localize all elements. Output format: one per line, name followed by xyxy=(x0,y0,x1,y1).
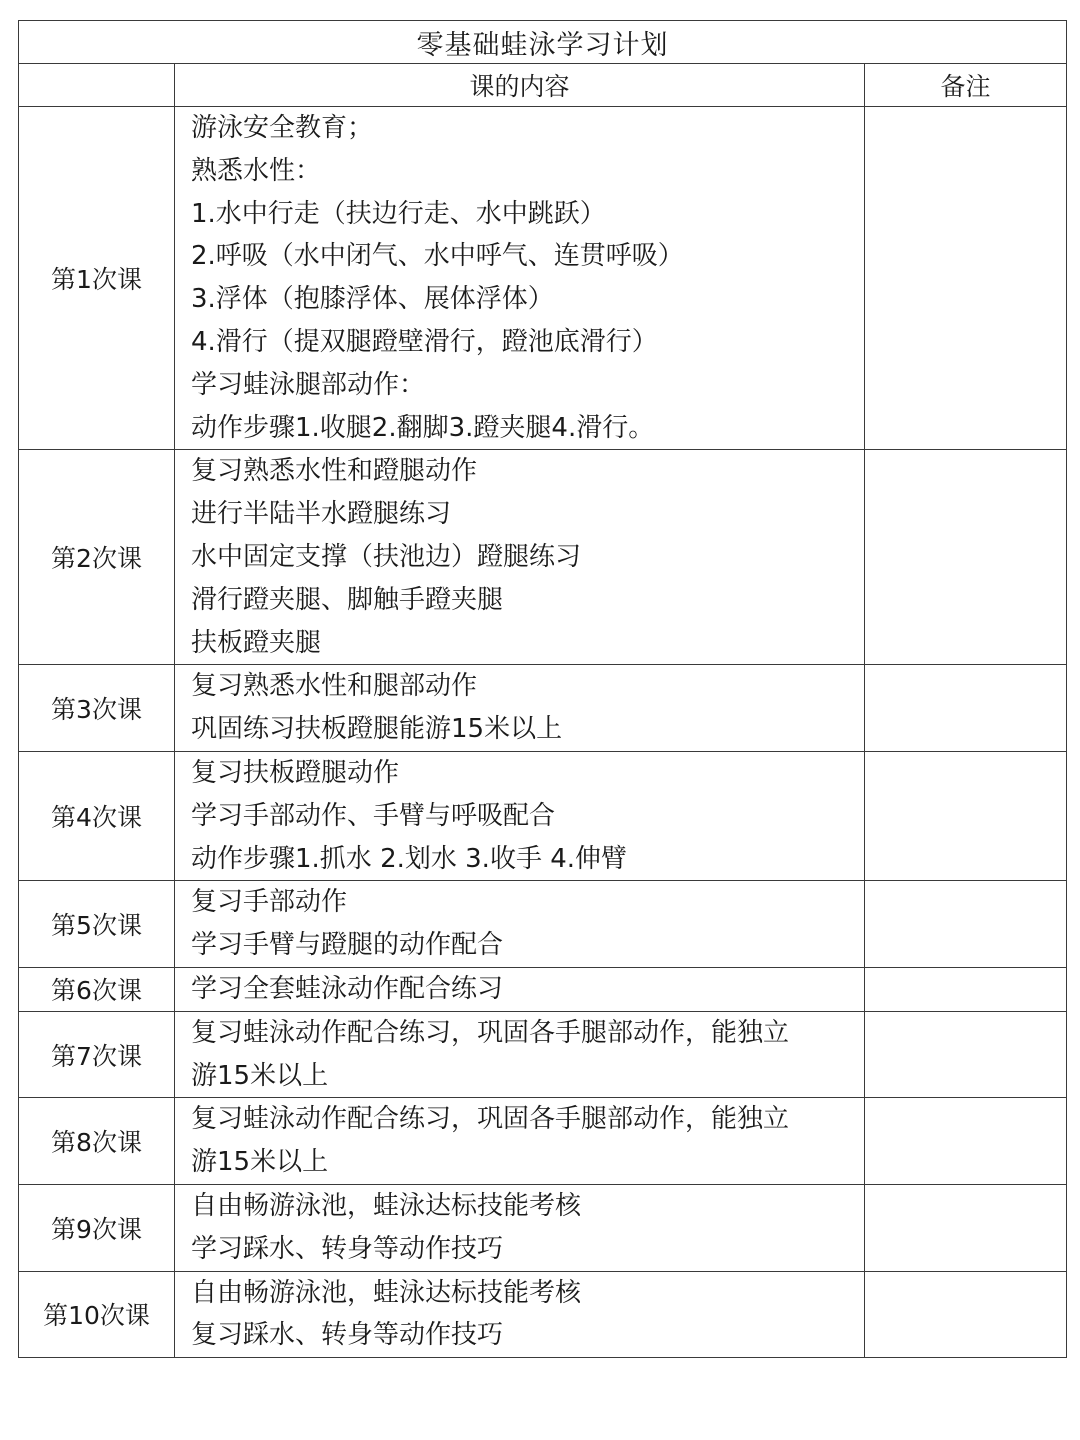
content-line: 4.滑行（提双腿蹬壁滑行，蹬池底滑行） xyxy=(191,326,658,357)
table-row xyxy=(19,1184,1067,1271)
lesson-content xyxy=(175,1184,865,1271)
lesson-notes xyxy=(865,1271,1067,1358)
lesson-content xyxy=(175,881,865,968)
content-line: 自由畅游泳池，蛙泳达标技能考核 xyxy=(191,1190,582,1221)
content-line: 复习蛙泳动作配合练习，巩固各手腿部动作，能独立 xyxy=(191,1017,790,1048)
table-row xyxy=(19,1271,1067,1358)
lesson-notes xyxy=(865,881,1067,968)
lesson-number: 第4次课 xyxy=(19,751,175,880)
content-line: 1.水中行走（扶边行走、水中跳跃） xyxy=(191,198,606,229)
lesson-content xyxy=(175,107,865,450)
table-row xyxy=(19,665,1067,752)
table-row xyxy=(19,967,1067,1011)
lesson-number: 第3次课 xyxy=(19,665,175,752)
lesson-content xyxy=(175,967,865,1011)
table-row xyxy=(19,1098,1067,1185)
lesson-notes xyxy=(865,751,1067,880)
content-line: 复习踩水、转身等动作技巧 xyxy=(191,1320,504,1351)
lesson-content xyxy=(175,1098,865,1185)
lesson-number: 第1次课 xyxy=(19,107,175,450)
lesson-notes xyxy=(865,450,1067,665)
lesson-content xyxy=(175,665,865,752)
lesson-notes xyxy=(865,107,1067,450)
content-line: 水中固定支撑（扶池边）蹬腿练习 xyxy=(191,541,582,572)
lesson-content xyxy=(175,751,865,880)
content-line: 复习扶板蹬腿动作 xyxy=(191,757,400,788)
header-lesson xyxy=(19,64,175,107)
content-line: 复习熟悉水性和蹬腿动作 xyxy=(191,456,478,487)
content-line: 2.呼吸（水中闭气、水中呼气、连贯呼吸） xyxy=(191,241,684,272)
lesson-notes xyxy=(865,665,1067,752)
header-content: 课的内容 xyxy=(175,64,865,107)
content-line: 复习手部动作 xyxy=(191,887,348,918)
lesson-number: 第7次课 xyxy=(19,1011,175,1098)
content-line: 学习手臂与蹬腿的动作配合 xyxy=(191,930,504,961)
content-line: 学习全套蛙泳动作配合练习 xyxy=(191,973,504,1004)
content-line: 动作步骤1.收腿2.翻脚3.蹬夹腿4.滑行。 xyxy=(191,412,655,443)
table-body xyxy=(19,107,1067,1358)
table-title: 零基础蛙泳学习计划 xyxy=(19,21,1067,64)
lesson-plan-table xyxy=(18,20,1067,1358)
lesson-number: 第5次课 xyxy=(19,881,175,968)
lesson-number: 第9次课 xyxy=(19,1184,175,1271)
lesson-notes xyxy=(865,1098,1067,1185)
lesson-number: 第10次课 xyxy=(19,1271,175,1358)
table-row xyxy=(19,450,1067,665)
lesson-number: 第6次课 xyxy=(19,967,175,1011)
lesson-content xyxy=(175,1271,865,1358)
content-line: 扶板蹬夹腿 xyxy=(191,627,322,658)
content-line: 游15米以上 xyxy=(191,1147,329,1178)
content-line: 学习蛙泳腿部动作： xyxy=(191,369,426,400)
lesson-content xyxy=(175,450,865,665)
lesson-number: 第8次课 xyxy=(19,1098,175,1185)
content-line: 3.浮体（抱膝浮体、展体浮体） xyxy=(191,284,554,315)
content-line: 滑行蹬夹腿、脚触手蹬夹腿 xyxy=(191,584,504,615)
table-row xyxy=(19,1011,1067,1098)
content-line: 自由畅游泳池，蛙泳达标技能考核 xyxy=(191,1277,582,1308)
content-line: 巩固练习扶板蹬腿能游15米以上 xyxy=(191,714,563,745)
header-notes: 备注 xyxy=(865,64,1067,107)
content-line: 游泳安全教育； xyxy=(191,113,374,143)
title-row xyxy=(19,21,1067,64)
lesson-notes xyxy=(865,1184,1067,1271)
table-row xyxy=(19,881,1067,968)
lesson-notes xyxy=(865,1011,1067,1098)
content-line: 游15米以上 xyxy=(191,1060,329,1091)
content-line: 复习熟悉水性和腿部动作 xyxy=(191,671,478,702)
content-line: 进行半陆半水蹬腿练习 xyxy=(191,499,452,530)
lesson-notes xyxy=(865,967,1067,1011)
content-line: 学习踩水、转身等动作技巧 xyxy=(191,1233,504,1264)
header-row xyxy=(19,64,1067,107)
content-line: 动作步骤1.抓水 2.划水 3.收手 4.伸臂 xyxy=(191,843,628,874)
content-line: 学习手部动作、手臂与呼吸配合 xyxy=(191,800,556,831)
lesson-content xyxy=(175,1011,865,1098)
content-line: 复习蛙泳动作配合练习，巩固各手腿部动作，能独立 xyxy=(191,1104,790,1135)
table-row xyxy=(19,751,1067,880)
content-line: 熟悉水性： xyxy=(191,155,322,186)
table-row xyxy=(19,107,1067,450)
lesson-number: 第2次课 xyxy=(19,450,175,665)
